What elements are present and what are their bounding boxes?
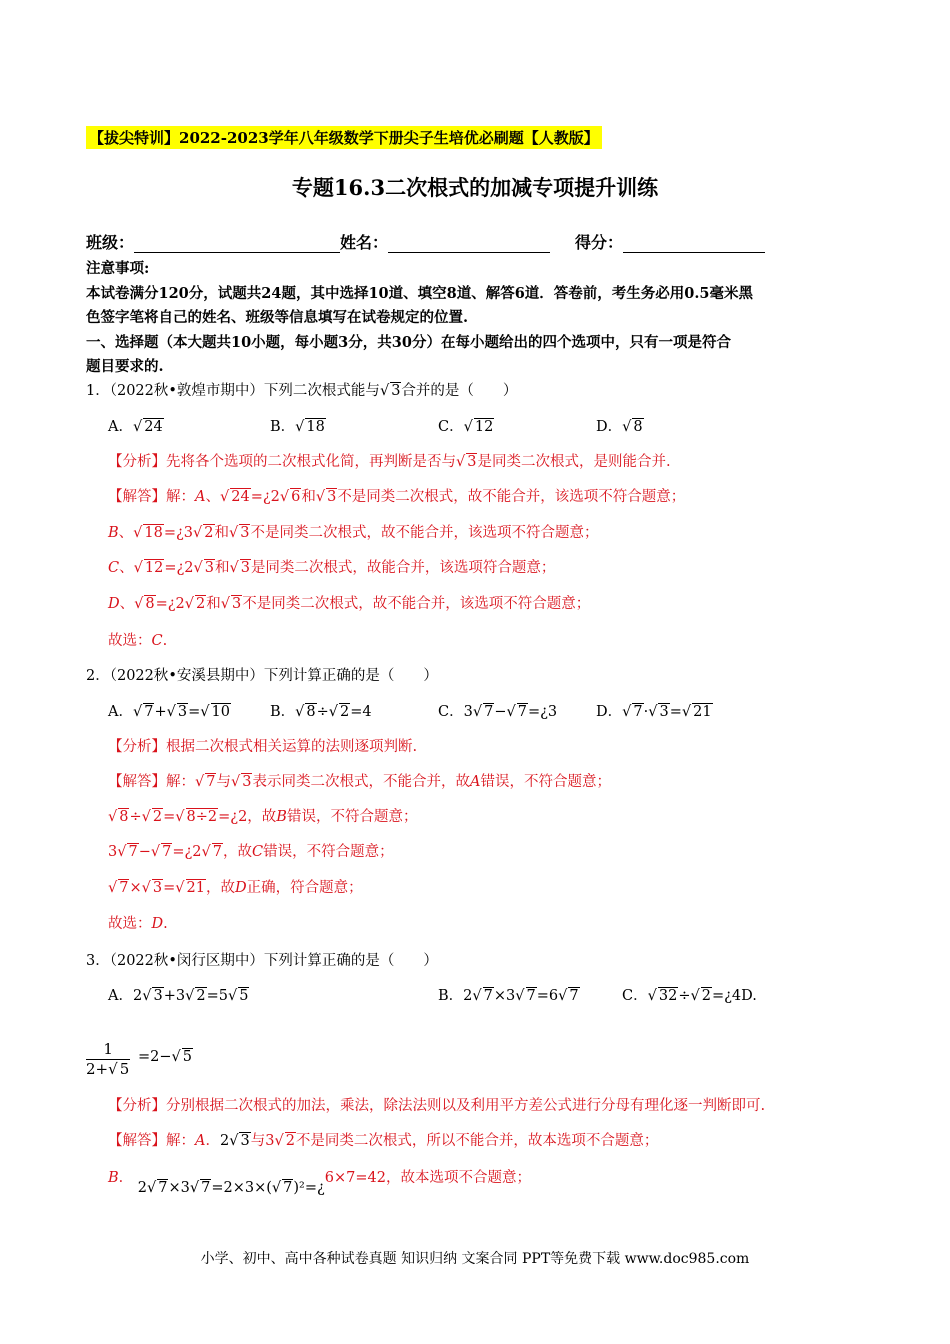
q3-option-d-result: =2−√ 5 [138,1049,193,1065]
score-label: 得分： [575,233,624,252]
q2-option-b[interactable]: B．√ 8÷√ 2=4 [270,704,372,720]
q1-analysis: 【分析】先将各个选项的二次根式化简，再判断是否与√ 3是同类二次根式，是则能合并. [108,454,671,470]
notice-heading: 注意事项: [86,260,150,277]
q1-choice: 故选：C. [108,633,168,649]
q1-answer-d: D、√ 8=¿2√ 2和√ 3不是同类二次根式，故不能合并，该选项不符合题意； [108,596,591,612]
q2-answer-4: √ 7×√ 3=√ 21，故D正确，符合题意； [108,880,363,896]
q2-option-c[interactable]: C．3√ 7−√ 7=¿3 [438,704,558,720]
q2-option-d[interactable]: D．√ 7·√ 3=√ 21 [596,704,712,720]
name-label: 姓名： [340,233,389,252]
notice-line-1: 本试卷满分120分，试题共24题，其中选择10道、填空8道、解答6道．答卷前，考生务必用0.5毫米黑 [86,285,754,302]
q1-option-a[interactable]: A．√ 24 [108,419,163,435]
q3-option-b[interactable]: B．2√ 7×3√ 7=6√ 7 [438,988,579,1004]
q3-answer-a: 【解答】解：A．2√ 3与3√ 2不是同类二次根式，所以不能合并，故本选项不合题意； [108,1133,659,1149]
q1-answer-c: C、√ 12=¿2√ 3和√ 3是同类二次根式，故能合并，该选项符合题意； [108,560,556,576]
q2-answer-2: √ 8÷√ 2=√ 8÷2=¿2，故B错误，不符合题意； [108,809,418,825]
page-footer: 小学、初中、高中各种试卷真题 知识归纳 文案合同 PPT等免费下载 www.doc985.com [200,1251,750,1267]
class-field[interactable] [86,230,340,253]
q1-option-d[interactable]: D．√ 8 [596,419,643,435]
q3-answer-b: B． 2√ 7×3√ 7=2×3×(√ 7)²=¿6×7=42，故本选项不合题意； [108,1170,531,1196]
banner-title: 【拔尖特训】2022-2023学年八年级数学下册尖子生培优必刷题【人教版】 [86,126,602,149]
section-intro-2: 题目要求的. [86,358,164,375]
name-field[interactable] [340,230,550,253]
q2-stem: 2．（2022秋•安溪县期中）下列计算正确的是（ ） [86,668,438,684]
q2-choice: 故选：D. [108,916,168,932]
q2-analysis: 【分析】根据二次根式相关运算的法则逐项判断. [108,739,418,755]
page-title: 专题16.3二次根式的加减专项提升训练 [291,175,659,200]
q1-stem: 1．（2022秋•敦煌市期中）下列二次根式能与√ 3合并的是（ ） [86,383,518,399]
q1-option-c[interactable]: C．√ 12 [438,419,494,435]
class-label: 班级： [86,233,135,252]
q1-option-b[interactable]: B．√ 18 [270,419,325,435]
q2-answer-1: 【解答】解：√ 7与√ 3表示同类二次根式，不能合并，故A错误，不符合题意； [108,774,611,790]
q1-answer-a: 【解答】解：A、√ 24=¿2√ 6和√ 3不是同类二次根式，故不能合并，该选项不符合题意； [108,489,686,505]
section-intro-1: 一、选择题（本大题共10小题，每小题3分，共30分）在每小题给出的四个选项中，只有一项是符合 [86,334,731,351]
q2-option-a[interactable]: A．√ 7+√ 3=√ 10 [108,704,230,720]
q3-option-a[interactable]: A．2√ 3+3√ 2=5√ 5 [108,988,249,1004]
q3-stem: 3．（2022秋•闵行区期中）下列计算正确的是（ ） [86,953,438,969]
q3-option-d-fraction[interactable] [86,1040,130,1078]
score-field[interactable] [575,230,765,253]
q2-answer-3: 3√ 7−√ 7=¿2√ 7，故C错误，不符合题意； [108,844,394,860]
fraction-numerator: 1 [86,1040,130,1060]
fraction-denominator: 2+√ 5 [86,1060,130,1078]
notice-line-2: 色签字笔将自己的姓名、班级等信息填写在试卷规定的位置. [86,309,469,326]
q1-answer-b: B、√ 18=¿3√ 2和√ 3不是同类二次根式，故不能合并，该选项不符合题意； [108,525,599,541]
q3-option-c[interactable]: C．√ 32÷√ 2=¿4D. [622,988,757,1004]
q3-analysis: 【分析】分别根据二次根式的加法，乘法，除法法则以及利用平方差公式进行分母有理化逐一判断即可. [108,1098,766,1114]
